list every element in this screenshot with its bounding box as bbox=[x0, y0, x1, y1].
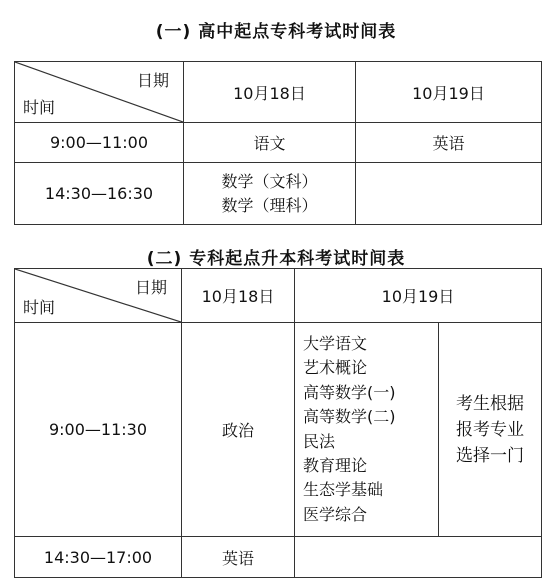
exam-schedule-table-1 bbox=[14, 61, 542, 225]
table-row bbox=[15, 537, 542, 578]
time-slot-cell: 9:00—11:00 bbox=[15, 123, 184, 163]
subject-cell: 英语 bbox=[356, 123, 542, 163]
header-diagonal-cell bbox=[15, 62, 184, 123]
time-slot-cell: 14:30—16:30 bbox=[15, 163, 184, 225]
table2-title: (二) 专科起点升本科考试时间表 bbox=[146, 249, 406, 269]
subject-option: 高等数学(二) bbox=[303, 407, 396, 427]
subject-list-cell bbox=[295, 323, 439, 537]
subject-line: 数学（理科） bbox=[221, 195, 318, 215]
subject-cell bbox=[184, 163, 356, 225]
date-column-header: 10月18日 bbox=[184, 62, 356, 123]
table-row bbox=[15, 123, 542, 163]
empty-cell bbox=[356, 163, 542, 225]
time-slot-cell: 14:30—17:00 bbox=[15, 537, 182, 578]
subject-option: 生态学基础 bbox=[303, 480, 384, 500]
selection-note-cell bbox=[439, 323, 542, 537]
date-column-header: 10月19日 bbox=[295, 269, 542, 323]
time-slot-cell: 9:00—11:30 bbox=[15, 323, 182, 537]
time-header-label: 时间 bbox=[23, 98, 56, 117]
empty-cell bbox=[295, 537, 542, 578]
subject-option: 医学综合 bbox=[303, 504, 368, 524]
time-header-label: 时间 bbox=[23, 298, 56, 317]
subject-option: 艺术概论 bbox=[303, 358, 368, 378]
subject-option: 高等数学(一) bbox=[303, 382, 396, 402]
subject-option: 教育理论 bbox=[303, 455, 368, 475]
table-row bbox=[15, 323, 542, 537]
subject-line: 数学（文科） bbox=[221, 171, 318, 191]
subject-cell: 政治 bbox=[182, 323, 295, 537]
subject-cell: 语文 bbox=[184, 123, 356, 163]
table1-title: (一) 高中起点专科考试时间表 bbox=[155, 22, 397, 42]
table-row bbox=[15, 163, 542, 225]
header-diagonal-cell bbox=[15, 269, 182, 323]
subject-cell: 英语 bbox=[182, 537, 295, 578]
date-column-header: 10月19日 bbox=[356, 62, 542, 123]
note-line: 选择一门 bbox=[456, 445, 524, 466]
note-line: 报考专业 bbox=[456, 419, 524, 440]
note-line: 考生根据 bbox=[456, 393, 524, 414]
subject-option: 大学语文 bbox=[303, 333, 368, 353]
date-header-label: 日期 bbox=[136, 71, 169, 90]
exam-schedule-table-2 bbox=[14, 268, 542, 578]
subject-option: 民法 bbox=[303, 431, 336, 451]
date-header-label: 日期 bbox=[134, 278, 167, 297]
date-column-header: 10月18日 bbox=[182, 269, 295, 323]
